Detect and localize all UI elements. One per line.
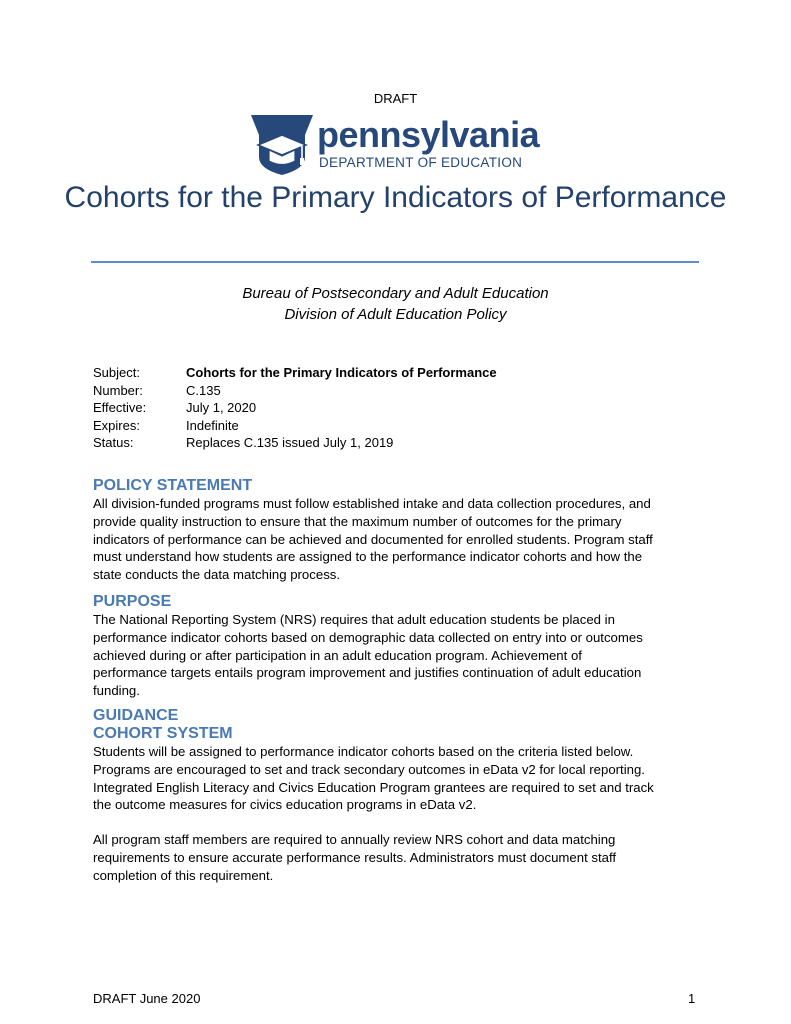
- text-line: Students will be assigned to performance indicator cohorts based on the criteria listed below.: [93, 744, 634, 759]
- page-number: 1: [688, 991, 696, 1006]
- section-heading: PURPOSE: [93, 593, 172, 610]
- text-line: The National Reporting System (NRS) requires that adult education students be placed in: [93, 612, 615, 627]
- meta-row-effective: [93, 399, 497, 417]
- policy-statement-text: [93, 495, 703, 584]
- guidance-section: [93, 707, 703, 885]
- meta-value: Replaces C.135 issued July 1, 2019: [186, 435, 394, 450]
- meta-value: C.135: [186, 382, 221, 398]
- text-line: completion of this requirement.: [93, 867, 274, 883]
- division-name: Division of Adult Education Policy: [284, 306, 507, 323]
- draft-label: DRAFT: [373, 91, 418, 106]
- text-line: must understand how students are assigned to the performance indicator cohorts and how the: [93, 549, 643, 565]
- purpose-section: [93, 593, 703, 700]
- footer-draft-date: DRAFT June 2020: [93, 991, 201, 1006]
- text-line: state conducts the data matching process.: [93, 567, 341, 583]
- logo-wordmark: pennsylvania: [317, 114, 540, 155]
- meta-value: Indefinite: [186, 417, 239, 433]
- meta-label: Effective:: [93, 400, 147, 415]
- bureau-name: Bureau of Postsecondary and Adult Education: [242, 285, 549, 302]
- section-heading: POLICY STATEMENT: [93, 477, 253, 494]
- text-line: performance indicator cohorts based on demographic data collected on entry into or outcomes: [93, 629, 643, 645]
- text-line: the outcome measures for civics education programs in eData v2.: [93, 797, 477, 813]
- text-line: achieved during or after participation in an adult education program. Achievement of: [93, 647, 582, 663]
- meta-row-status: [93, 434, 497, 452]
- document-title: Cohorts for the Primary Indicators of Performance: [64, 181, 727, 214]
- policy-metadata: [93, 364, 497, 452]
- pde-logo: [249, 113, 549, 177]
- meta-row-expires: [93, 417, 497, 435]
- section-subheading: COHORT SYSTEM: [93, 725, 233, 742]
- bureau-block: [0, 283, 791, 325]
- purpose-text: [93, 611, 703, 700]
- text-line: Programs are encouraged to set and track secondary outcomes in eData v2 for local reporting.: [93, 761, 645, 777]
- meta-label: Subject:: [93, 365, 140, 380]
- meta-label: Status:: [93, 435, 134, 450]
- text-line: performance targets entails program improvement and justifies continuation of adult education: [93, 665, 642, 681]
- meta-row-subject: [93, 364, 497, 382]
- meta-value: Cohorts for the Primary Indicators of Performance: [186, 365, 497, 380]
- keystone-graduation-cap-icon: [249, 113, 315, 177]
- meta-row-number: [93, 382, 497, 400]
- guidance-text-2: [93, 831, 703, 884]
- meta-label: Expires:: [93, 417, 140, 433]
- text-line: Integrated English Literacy and Civics Education Program grantees are required to set and track: [93, 779, 654, 795]
- meta-value: July 1, 2020: [186, 400, 257, 415]
- section-heading: GUIDANCE: [93, 707, 179, 724]
- text-line: All division-funded programs must follow established intake and data collection procedures, and: [93, 496, 651, 511]
- text-line: All program staff members are required to annually review NRS cohort and data matching: [93, 832, 616, 848]
- policy-statement-section: [93, 477, 703, 584]
- title-divider: [91, 261, 699, 263]
- text-line: indicators of performance can be achieved and documented for enrolled students. Program staff: [93, 531, 653, 547]
- meta-label: Number:: [93, 382, 143, 398]
- logo-subtitle: DEPARTMENT OF EDUCATION: [319, 155, 523, 170]
- text-line: funding.: [93, 683, 140, 699]
- text-line: requirements to ensure accurate performance results. Administrators must document staff: [93, 849, 617, 865]
- text-line: provide quality instruction to ensure that the maximum number of outcomes for the primary: [93, 513, 622, 529]
- guidance-text: [93, 743, 703, 814]
